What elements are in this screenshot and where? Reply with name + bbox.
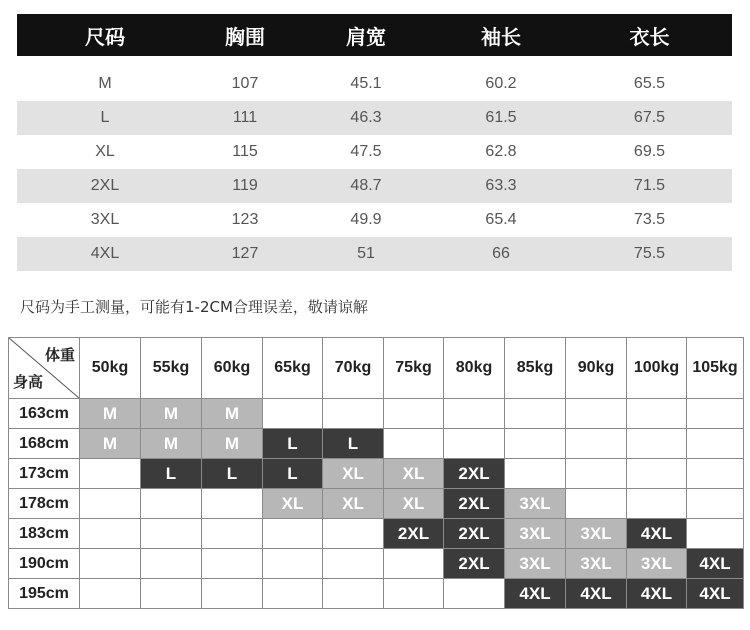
height-row <box>9 429 744 459</box>
header-shoulder: 肩宽 <box>346 24 386 49</box>
empty-cell <box>627 429 687 459</box>
weight-header-cell: 60kg <box>202 338 263 399</box>
size-recommendation-cell: 4XL <box>687 579 744 609</box>
size-table-cell: 60.2 <box>485 75 517 92</box>
empty-cell <box>80 579 141 609</box>
weight-header-cell: 90kg <box>566 338 627 399</box>
empty-cell <box>566 399 627 429</box>
empty-cell <box>444 579 505 609</box>
weight-header-cell: 55kg <box>141 338 202 399</box>
weight-header-cell: 85kg <box>505 338 566 399</box>
header-size: 尺码 <box>85 24 125 49</box>
size-table-cell: 127 <box>231 245 259 262</box>
weight-header-cell: 65kg <box>263 338 323 399</box>
size-table-cell: 45.1 <box>350 75 382 92</box>
height-label: 168cm <box>9 429 80 459</box>
empty-cell <box>687 429 744 459</box>
empty-cell <box>263 579 323 609</box>
size-recommendation-cell: M <box>202 429 263 459</box>
height-label: 178cm <box>9 489 80 519</box>
size-recommendation-cell: M <box>202 399 263 429</box>
weight-height-size-grid <box>8 337 744 609</box>
size-table-cell: 62.8 <box>485 143 517 160</box>
empty-cell <box>202 579 263 609</box>
weight-header-cell: 80kg <box>444 338 505 399</box>
size-table-cell: 63.3 <box>485 177 517 194</box>
empty-cell <box>384 549 444 579</box>
empty-cell <box>505 399 566 429</box>
empty-cell <box>323 579 384 609</box>
size-table-cell: 61.5 <box>485 109 517 126</box>
empty-cell <box>323 399 384 429</box>
empty-cell <box>80 519 141 549</box>
size-recommendation-cell: 3XL <box>566 519 627 549</box>
size-recommendation-cell: 2XL <box>444 489 505 519</box>
weight-header-cell: 70kg <box>323 338 384 399</box>
empty-cell <box>80 489 141 519</box>
size-table-cell: 73.5 <box>633 211 666 228</box>
size-table-cell: 69.5 <box>633 143 666 160</box>
header-chest: 胸围 <box>225 24 265 49</box>
size-recommendation-cell: 3XL <box>627 549 687 579</box>
empty-cell <box>687 519 744 549</box>
empty-cell <box>384 399 444 429</box>
empty-cell <box>323 519 384 549</box>
size-recommendation-cell: L <box>263 459 323 489</box>
size-table-cell: 46.3 <box>350 109 382 126</box>
header-sleeve: 袖长 <box>481 24 521 49</box>
size-recommendation-cell: 4XL <box>627 579 687 609</box>
size-recommendation-cell: XL <box>384 459 444 489</box>
height-label: 190cm <box>9 549 80 579</box>
empty-cell <box>80 549 141 579</box>
corner-height-label: 身高 <box>13 374 44 391</box>
size-recommendation-cell: 3XL <box>505 489 566 519</box>
size-table-cell: 2XL <box>90 177 120 194</box>
empty-cell <box>627 459 687 489</box>
size-table-header <box>17 14 732 56</box>
empty-cell <box>202 549 263 579</box>
measurement-note: 尺码为手工测量，可能有1-2CM合理误差，敬请谅解 <box>20 298 368 316</box>
size-table-cell: 48.7 <box>350 177 382 194</box>
empty-cell <box>80 459 141 489</box>
size-table-cell: 123 <box>231 211 259 228</box>
size-recommendation-cell: 2XL <box>444 519 505 549</box>
size-table-cell: 47.5 <box>350 143 382 160</box>
weight-header-cell: 100kg <box>627 338 687 399</box>
empty-cell <box>263 519 323 549</box>
size-table-cell: 49.9 <box>350 211 382 228</box>
size-table-cell: 107 <box>231 75 259 92</box>
size-table-cell: 4XL <box>90 245 120 262</box>
empty-cell <box>202 519 263 549</box>
size-table-row <box>17 203 732 237</box>
size-recommendation-cell: 4XL <box>687 549 744 579</box>
size-table-cell: 111 <box>232 109 258 126</box>
empty-cell <box>687 459 744 489</box>
empty-cell <box>566 459 627 489</box>
size-recommendation-cell: L <box>202 459 263 489</box>
corner-weight-label: 体重 <box>44 347 75 364</box>
size-recommendation-cell: XL <box>263 489 323 519</box>
size-recommendation-cell: 3XL <box>566 549 627 579</box>
empty-cell <box>202 489 263 519</box>
empty-cell <box>627 399 687 429</box>
size-table-cell: 65.4 <box>485 211 517 228</box>
size-recommendation-cell: 4XL <box>505 579 566 609</box>
empty-cell <box>687 489 744 519</box>
size-table-cell: 66 <box>492 245 510 262</box>
size-recommendation-cell: L <box>141 459 202 489</box>
weight-header-cell: 75kg <box>384 338 444 399</box>
size-table-cell: 51 <box>357 245 375 262</box>
size-recommendation-cell: M <box>80 399 141 429</box>
size-recommendation-cell: M <box>80 429 141 459</box>
empty-cell <box>141 549 202 579</box>
empty-cell <box>141 579 202 609</box>
size-table-body <box>17 67 732 271</box>
empty-cell <box>384 579 444 609</box>
weight-header-row <box>9 338 744 399</box>
size-recommendation-cell: 4XL <box>566 579 627 609</box>
size-table-row <box>17 101 732 135</box>
height-row <box>9 549 744 579</box>
size-table-cell: 65.5 <box>633 75 666 92</box>
size-table-cell: L <box>100 109 110 126</box>
empty-cell <box>566 429 627 459</box>
empty-cell <box>505 459 566 489</box>
size-recommendation-cell: 3XL <box>505 519 566 549</box>
weight-header-cell: 50kg <box>80 338 141 399</box>
size-table-row <box>17 135 732 169</box>
size-table-row <box>17 67 732 101</box>
height-label: 173cm <box>9 459 80 489</box>
size-recommendation-cell: L <box>323 429 384 459</box>
height-row <box>9 459 744 489</box>
size-recommendation-cell: M <box>141 429 202 459</box>
size-table-cell: 119 <box>232 177 258 194</box>
empty-cell <box>444 429 505 459</box>
size-table-cell: M <box>98 75 112 92</box>
weight-header-cell: 105kg <box>687 338 744 399</box>
size-recommendation-cell: 3XL <box>505 549 566 579</box>
empty-cell <box>687 399 744 429</box>
size-table-cell: 115 <box>232 143 258 160</box>
size-table-cell: XL <box>95 143 115 160</box>
header-length: 衣长 <box>629 24 670 49</box>
size-recommendation-cell: 2XL <box>444 459 505 489</box>
size-table-cell: 3XL <box>90 211 120 228</box>
size-recommendation-cell: 4XL <box>627 519 687 549</box>
empty-cell <box>263 549 323 579</box>
empty-cell <box>444 399 505 429</box>
height-label: 163cm <box>9 399 80 429</box>
size-table-cell: 75.5 <box>633 245 666 262</box>
grid-corner <box>9 338 80 399</box>
size-table-row <box>17 169 732 203</box>
size-recommendation-cell: 2XL <box>444 549 505 579</box>
empty-cell <box>263 399 323 429</box>
height-row <box>9 519 744 549</box>
empty-cell <box>141 519 202 549</box>
empty-cell <box>323 549 384 579</box>
size-measurement-table <box>17 14 732 271</box>
size-table-cell: 67.5 <box>633 109 666 126</box>
height-label: 195cm <box>9 579 80 609</box>
empty-cell <box>627 489 687 519</box>
size-recommendation-cell: XL <box>323 459 384 489</box>
height-row <box>9 399 744 429</box>
size-table-row <box>17 237 732 271</box>
height-row <box>9 489 744 519</box>
height-row <box>9 579 744 609</box>
empty-cell <box>505 429 566 459</box>
size-recommendation-cell: XL <box>323 489 384 519</box>
height-label: 183cm <box>9 519 80 549</box>
size-recommendation-cell: XL <box>384 489 444 519</box>
size-recommendation-cell: 2XL <box>384 519 444 549</box>
empty-cell <box>384 429 444 459</box>
size-recommendation-cell: L <box>263 429 323 459</box>
empty-cell <box>141 489 202 519</box>
size-recommendation-cell: M <box>141 399 202 429</box>
size-table-cell: 71.5 <box>633 177 666 194</box>
empty-cell <box>566 489 627 519</box>
